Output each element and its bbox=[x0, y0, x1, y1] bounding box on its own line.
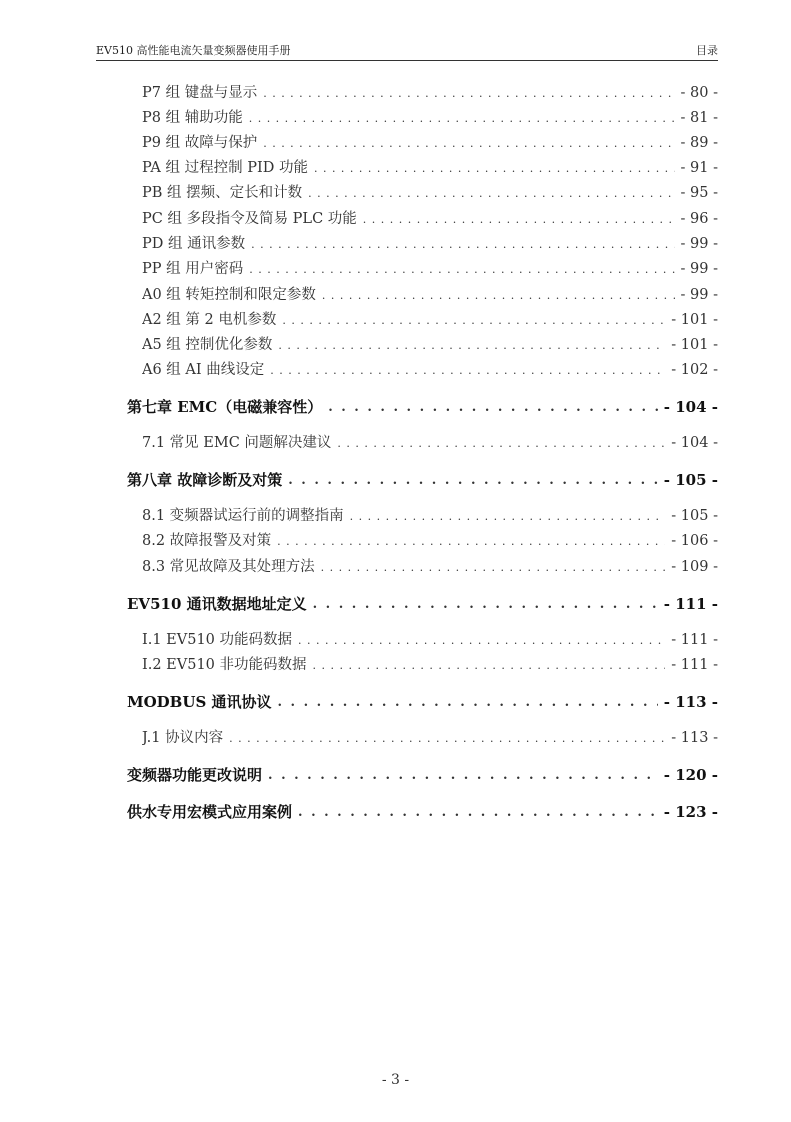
toc-entry-title: A2 组 第 2 电机参数 bbox=[142, 312, 277, 328]
toc-entry[interactable] bbox=[142, 256, 718, 278]
dot-leader bbox=[270, 363, 665, 379]
toc-entry[interactable] bbox=[142, 180, 718, 202]
toc-entry[interactable] bbox=[142, 725, 718, 747]
dot-leader bbox=[321, 560, 666, 576]
toc-entry-page: - 99 - bbox=[680, 236, 718, 252]
dot-leader bbox=[298, 805, 658, 821]
toc-entry-title: J.1 协议内容 bbox=[142, 730, 224, 746]
page-number: - 3 - bbox=[381, 1072, 410, 1088]
toc-chapter[interactable] bbox=[127, 394, 718, 416]
toc-entry[interactable] bbox=[142, 554, 718, 576]
toc-entry-title: 8.3 常见故障及其处理方法 bbox=[142, 559, 315, 575]
toc-entry[interactable] bbox=[142, 155, 718, 177]
dot-leader bbox=[263, 86, 674, 102]
dot-leader bbox=[337, 436, 665, 452]
toc-chapter[interactable] bbox=[127, 799, 718, 821]
toc-entry-page: - 96 - bbox=[680, 211, 718, 227]
dot-leader bbox=[277, 534, 665, 550]
toc-entry-page: - 101 - bbox=[671, 337, 718, 353]
toc-entry-page: - 105 - bbox=[671, 508, 718, 524]
toc-entry-page: - 104 - bbox=[671, 435, 718, 451]
toc-entry-title: 8.1 变频器试运行前的调整指南 bbox=[142, 508, 344, 524]
toc-entry-page: - 95 - bbox=[680, 185, 718, 201]
toc-chapter-page: - 104 - bbox=[663, 398, 718, 416]
toc-entry[interactable] bbox=[142, 130, 718, 152]
dot-leader bbox=[313, 597, 658, 613]
toc-entry-page: - 106 - bbox=[671, 533, 718, 549]
dot-leader bbox=[328, 400, 658, 416]
toc-entry-page: - 91 - bbox=[680, 160, 718, 176]
toc-chapter-page: - 105 - bbox=[663, 471, 718, 489]
toc-entry[interactable] bbox=[142, 503, 718, 525]
toc-entry-title: 8.2 故障报警及对策 bbox=[142, 533, 272, 549]
toc-entry-title: A6 组 AI 曲线设定 bbox=[142, 362, 265, 378]
toc-entry[interactable] bbox=[142, 105, 718, 127]
toc-entry[interactable] bbox=[142, 332, 718, 354]
dot-leader bbox=[268, 768, 658, 784]
toc-entry[interactable] bbox=[142, 307, 718, 329]
dot-leader bbox=[288, 473, 658, 489]
toc-entry[interactable] bbox=[142, 627, 718, 649]
toc-chapter-title: 变频器功能更改说明 bbox=[127, 766, 263, 784]
dot-leader bbox=[322, 288, 675, 304]
document-title: EV510 高性能电流矢量变频器使用手册 bbox=[96, 44, 291, 57]
dot-leader bbox=[249, 262, 674, 278]
toc-entry-page: - 111 - bbox=[671, 632, 718, 648]
dot-leader bbox=[298, 633, 665, 649]
toc-entry-title: P7 组 键盘与显示 bbox=[142, 85, 258, 101]
dot-leader bbox=[278, 338, 665, 354]
toc-entry-page: - 99 - bbox=[680, 287, 718, 303]
toc-entry-title: I.2 EV510 非功能码数据 bbox=[142, 657, 307, 673]
dot-leader bbox=[313, 658, 666, 674]
page-header bbox=[96, 44, 718, 61]
toc-entry-page: - 113 - bbox=[671, 730, 718, 746]
toc-chapter-page: - 123 - bbox=[663, 803, 718, 821]
toc-entry[interactable] bbox=[142, 206, 718, 228]
toc-entry-title: PP 组 用户密码 bbox=[142, 261, 244, 277]
toc-entry-page: - 111 - bbox=[671, 657, 718, 673]
toc-entry[interactable] bbox=[142, 80, 718, 102]
toc-entry-page: - 80 - bbox=[680, 85, 718, 101]
toc-entry-page: - 109 - bbox=[671, 559, 718, 575]
toc-entry[interactable] bbox=[142, 357, 718, 379]
dot-leader bbox=[308, 186, 674, 202]
toc-entry-title: PB 组 摆频、定长和计数 bbox=[142, 185, 303, 201]
toc-entry-title: P9 组 故障与保护 bbox=[142, 135, 258, 151]
dot-leader bbox=[363, 212, 675, 228]
toc-entry-title: I.1 EV510 功能码数据 bbox=[142, 632, 293, 648]
toc-chapter[interactable] bbox=[127, 591, 718, 613]
toc-chapter[interactable] bbox=[127, 467, 718, 489]
section-label: 目录 bbox=[696, 44, 718, 57]
toc-entry-title: PA 组 过程控制 PID 功能 bbox=[142, 160, 308, 176]
toc-entry-page: - 102 - bbox=[671, 362, 718, 378]
dot-leader bbox=[229, 731, 665, 747]
dot-leader bbox=[263, 136, 674, 152]
toc-entry[interactable] bbox=[142, 430, 718, 452]
toc-chapter-page: - 111 - bbox=[663, 595, 718, 613]
toc-entry-title: 7.1 常见 EMC 问题解决建议 bbox=[142, 435, 332, 451]
toc-chapter-page: - 113 - bbox=[663, 693, 718, 711]
toc-chapter-title: MODBUS 通讯协议 bbox=[127, 693, 272, 711]
dot-leader bbox=[251, 237, 674, 253]
toc-chapter-page: - 120 - bbox=[663, 766, 718, 784]
toc-entry-page: - 101 - bbox=[671, 312, 718, 328]
toc-chapter[interactable] bbox=[127, 762, 718, 784]
toc-entry-page: - 81 - bbox=[680, 110, 718, 126]
toc-entry[interactable] bbox=[142, 282, 718, 304]
toc-entry[interactable] bbox=[142, 528, 718, 550]
toc-entry-title: A0 组 转矩控制和限定参数 bbox=[142, 287, 316, 303]
toc-chapter-title: 供水专用宏模式应用案例 bbox=[127, 803, 293, 821]
toc-entry[interactable] bbox=[142, 231, 718, 253]
toc-entry-page: - 89 - bbox=[680, 135, 718, 151]
toc-chapter-title: 第七章 EMC（电磁兼容性） bbox=[127, 398, 323, 416]
toc-entry-title: PD 组 通讯参数 bbox=[142, 236, 246, 252]
dot-leader bbox=[249, 111, 675, 127]
toc-chapter[interactable] bbox=[127, 689, 718, 711]
toc-entry-title: PC 组 多段指令及简易 PLC 功能 bbox=[142, 211, 357, 227]
dot-leader bbox=[350, 509, 666, 525]
toc-entry-page: - 99 - bbox=[680, 261, 718, 277]
toc-entry-title: A5 组 控制优化参数 bbox=[142, 337, 273, 353]
toc-chapter-title: EV510 通讯数据地址定义 bbox=[127, 595, 307, 613]
dot-leader bbox=[278, 695, 658, 711]
toc-chapter-title: 第八章 故障诊断及对策 bbox=[127, 471, 283, 489]
dot-leader bbox=[282, 313, 665, 329]
toc-entry-title: P8 组 辅助功能 bbox=[142, 110, 243, 126]
toc-entry[interactable] bbox=[142, 652, 718, 674]
dot-leader bbox=[314, 161, 675, 177]
